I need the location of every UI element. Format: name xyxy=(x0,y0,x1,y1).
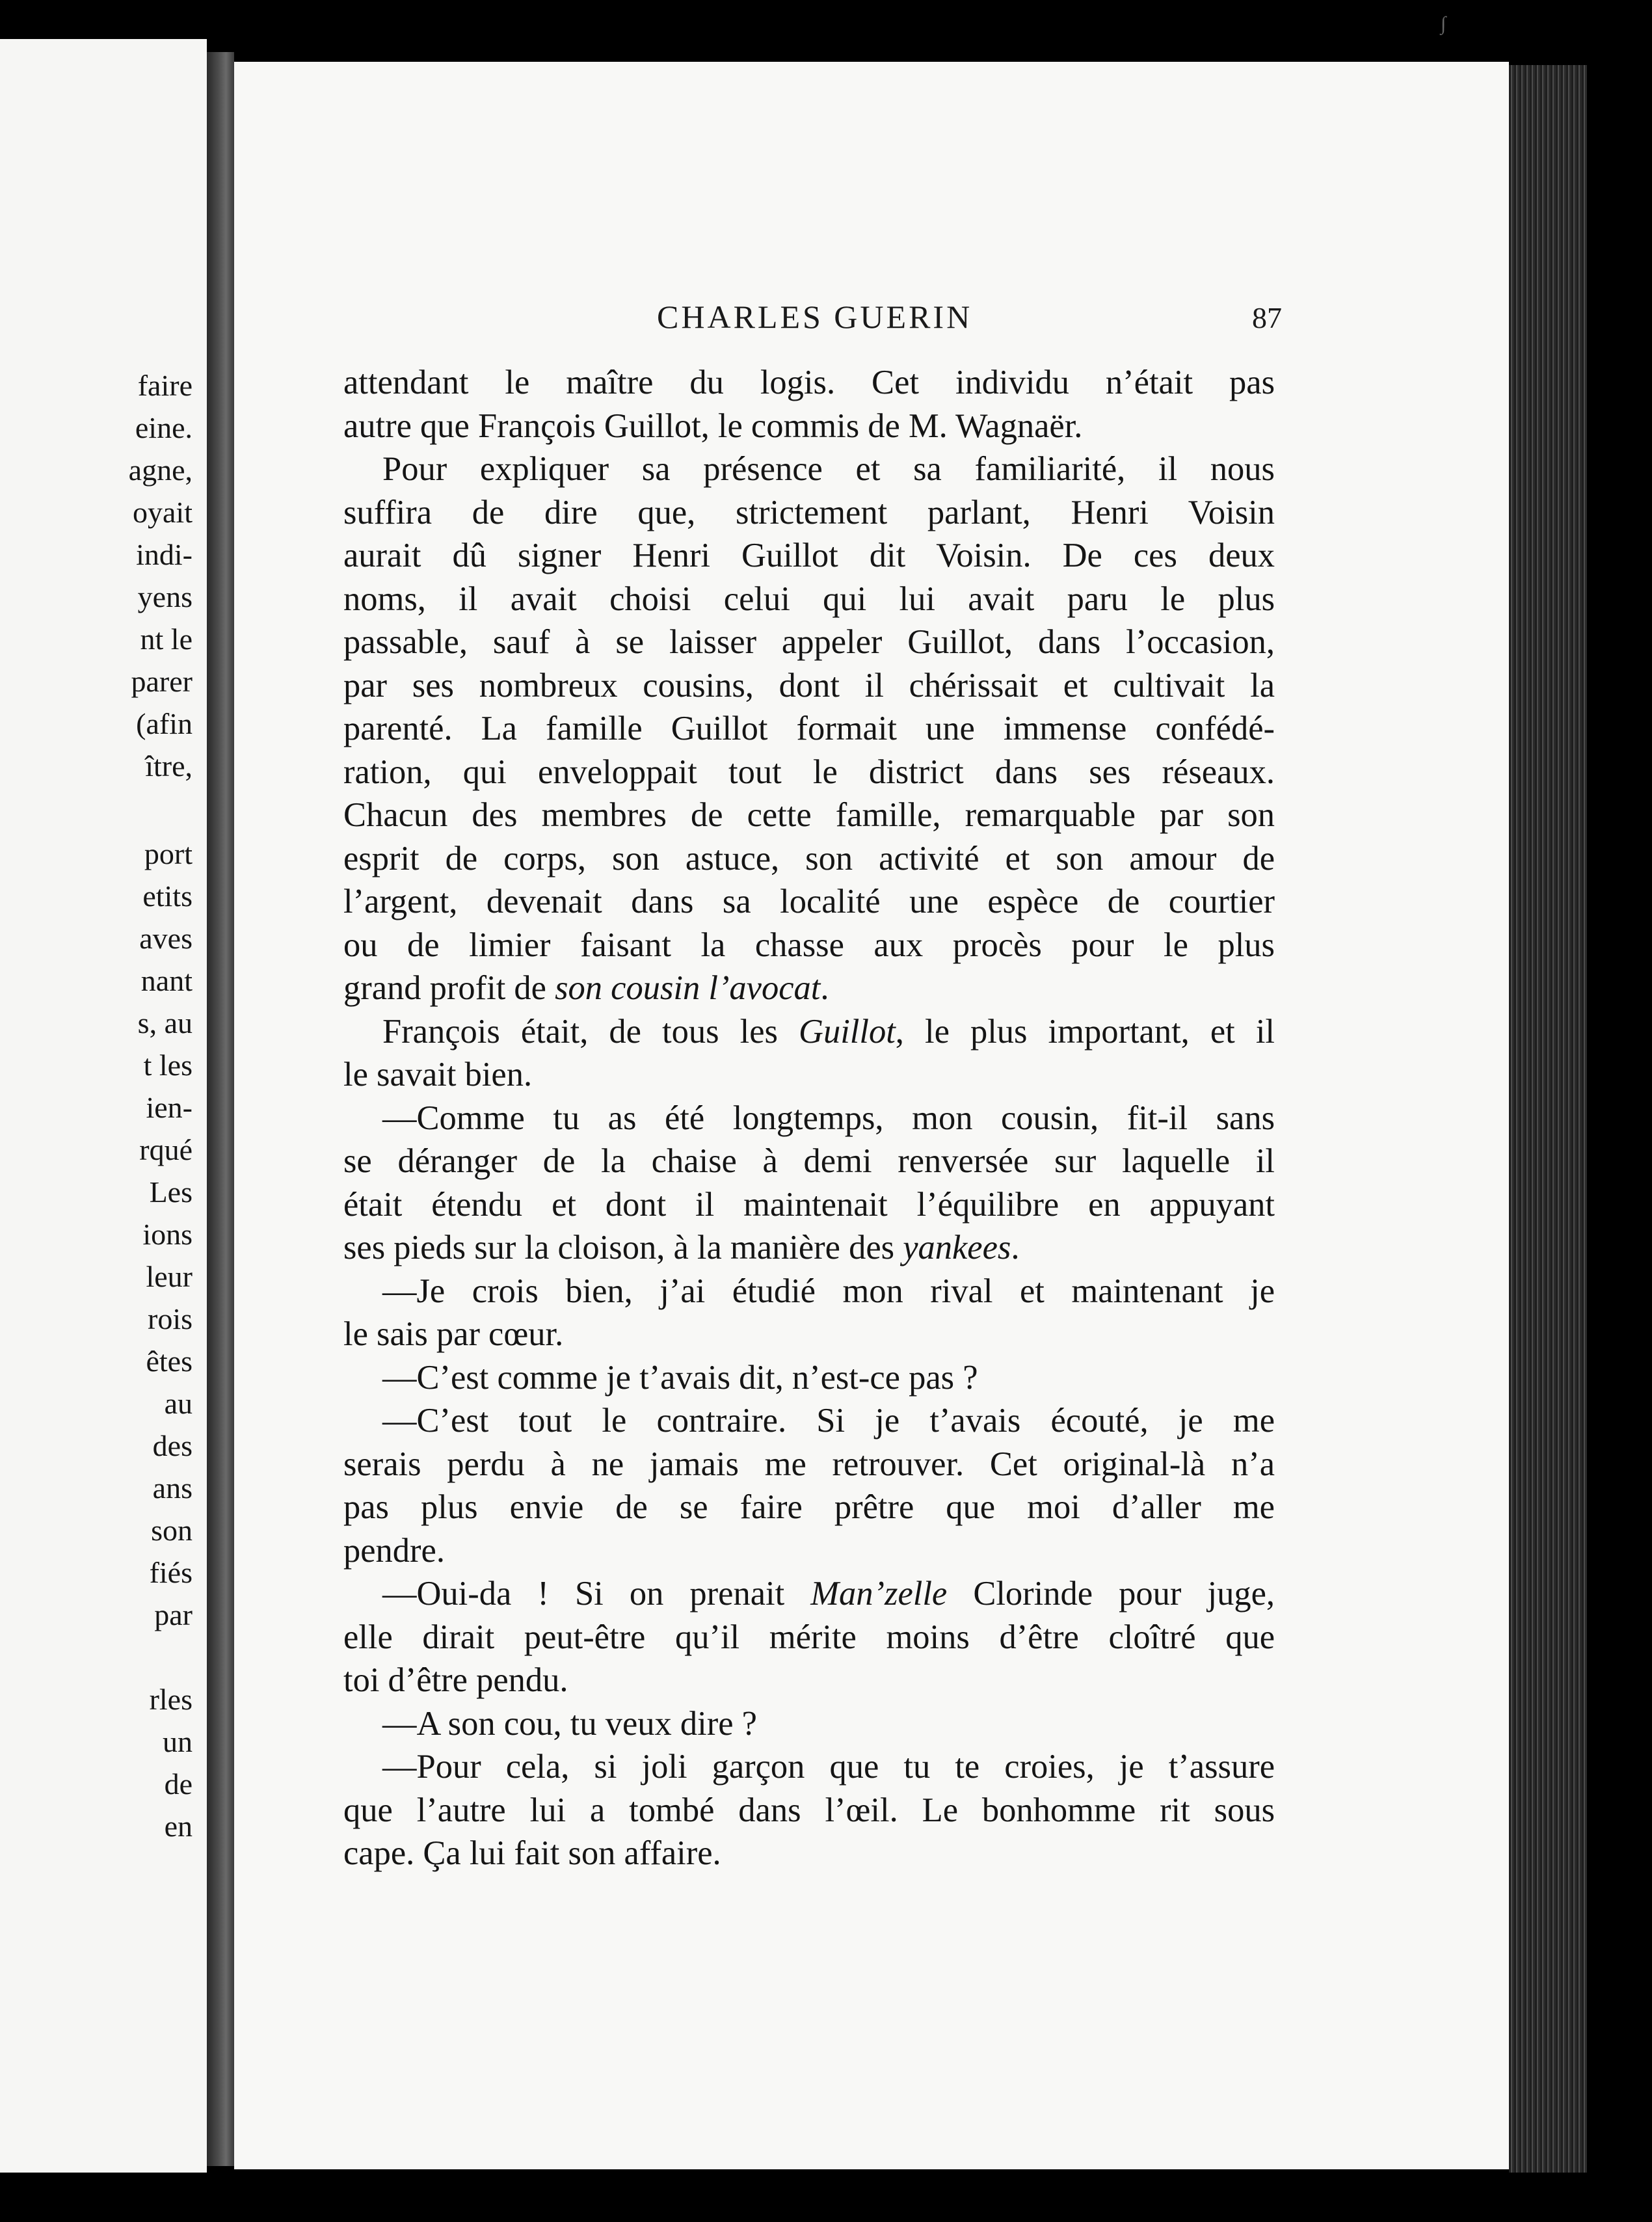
left-page-line-fragment: faire xyxy=(137,369,193,402)
text-line xyxy=(343,621,1275,664)
text-line-roman: —Pour cela, si joli garçon que tu te croies, je t’assure xyxy=(382,1748,1275,1786)
text-line xyxy=(343,1529,1275,1573)
left-page-line-fragment: yens xyxy=(137,580,193,613)
text-line xyxy=(343,448,1275,491)
text-line xyxy=(343,1053,1275,1097)
text-line-roman: aurait dû signer Henri Guillot dit Voisin. De ces deux xyxy=(343,537,1275,574)
running-head: CHARLES GUERIN xyxy=(657,299,973,335)
text-line-roman: ou de limier faisant la chasse aux procès pour le plus xyxy=(343,926,1275,964)
text-line-roman: attendant le maître du logis. Cet individu n’était pas xyxy=(343,364,1275,401)
text-line-roman: —C’est tout le contraire. Si je t’avais écouté, je me xyxy=(382,1402,1275,1439)
left-page-line-fragment: nt le xyxy=(140,622,193,656)
left-page-line-fragment: s, au xyxy=(137,1006,193,1039)
left-page-line-fragment: ans xyxy=(152,1471,193,1505)
left-page-line-fragment: oyait xyxy=(133,496,193,529)
left-page-line-fragment: au xyxy=(164,1387,193,1420)
book-gutter xyxy=(207,52,234,2166)
text-line xyxy=(343,1140,1275,1183)
text-line-roman: —Je crois bien, j’ai étudié mon rival et maintenant je xyxy=(382,1272,1275,1310)
left-page-line-fragment: des xyxy=(152,1429,193,1462)
left-page-line-fragment: (afin xyxy=(136,707,193,740)
left-page-line-fragment: son xyxy=(151,1514,193,1547)
text-line-roman: passable, sauf à se laisser appeler Guillot, dans l’occasion, xyxy=(343,623,1275,661)
text-line xyxy=(343,1183,1275,1227)
text-line-roman: le sais par cœur. xyxy=(343,1315,564,1353)
left-page-line-fragment: indi- xyxy=(136,538,193,571)
text-line xyxy=(343,1486,1275,1529)
text-line-roman: esprit de corps, son astuce, son activité et son amour de xyxy=(343,839,1275,877)
text-line-roman: parenté. La famille Guillot formait une immense confédé- xyxy=(343,710,1275,747)
text-line-roman-after: . xyxy=(1011,1229,1020,1266)
text-line-roman: grand profit de xyxy=(343,969,555,1007)
text-line xyxy=(343,794,1275,837)
text-line xyxy=(343,664,1275,708)
text-line xyxy=(343,1226,1275,1270)
text-line xyxy=(343,967,1275,1010)
text-line xyxy=(343,751,1275,794)
text-line-italic: yankees xyxy=(903,1229,1011,1266)
text-line xyxy=(343,1572,1275,1616)
left-page-line-fragment: Les xyxy=(149,1175,193,1209)
text-line-italic: son cousin l’avocat xyxy=(555,969,821,1007)
text-line-roman: cape. Ça lui fait son affaire. xyxy=(343,1834,721,1872)
text-line xyxy=(343,837,1275,881)
text-line xyxy=(343,1313,1275,1356)
text-line-roman: était étendu et dont il maintenait l’équilibre en appuyant xyxy=(343,1185,1275,1224)
text-line-roman: Chacun des membres de cette famille, remarquable par son xyxy=(343,796,1275,834)
text-line xyxy=(343,1616,1275,1659)
text-line xyxy=(343,1010,1275,1054)
text-line-roman-after: . xyxy=(820,969,829,1007)
left-page-line-fragment: ître, xyxy=(145,749,193,783)
text-line-roman-after: , le plus important, et il xyxy=(895,1012,1275,1051)
text-line-roman: toi d’être pendu. xyxy=(343,1661,568,1699)
text-line xyxy=(343,1399,1275,1443)
left-page-line-fragment: ien- xyxy=(146,1091,193,1124)
left-page-line-fragment: êtes xyxy=(146,1345,193,1378)
text-line xyxy=(343,924,1275,967)
text-line-roman: suffira de dire que, strictement parlant, Henri Voisin xyxy=(343,493,1275,531)
left-page-line-fragment: fiés xyxy=(149,1556,193,1589)
text-line xyxy=(343,1789,1275,1832)
text-line-roman: —Oui-da ! Si on prenait xyxy=(382,1575,811,1613)
text-line-roman: que l’autre lui a tombé dans l’œil. Le bonhomme rit sous xyxy=(343,1791,1275,1829)
left-page-line-fragment: nant xyxy=(140,964,193,997)
text-line-roman: elle dirait peut-être qu’il mérite moins d’être cloîtré que xyxy=(343,1618,1275,1656)
text-line-roman: autre que François Guillot, le commis de M. Wagnaër. xyxy=(343,407,1083,445)
left-page-line-fragment: eine. xyxy=(135,411,193,444)
left-page-line-fragment: port xyxy=(144,837,193,870)
text-line-roman: Pour expliquer sa présence et sa familiarité, il nous xyxy=(382,450,1275,488)
text-line-roman: —A son cou, tu veux dire ? xyxy=(382,1704,757,1743)
text-line xyxy=(343,1097,1275,1140)
text-line-roman-after: Clorinde pour juge, xyxy=(947,1575,1275,1613)
text-line-roman: François était, de tous les xyxy=(382,1012,799,1051)
text-line xyxy=(343,880,1275,924)
left-page-line-fragment: de xyxy=(164,1767,193,1800)
text-line xyxy=(343,491,1275,535)
page-fore-edge xyxy=(1509,65,1587,2173)
text-line-roman: se déranger de la chaise à demi renversée sur laquelle il xyxy=(343,1142,1275,1180)
left-page-line-fragment: en xyxy=(164,1810,193,1843)
text-line-roman: par ses nombreux cousins, dont il chérissait et cultivait la xyxy=(343,666,1275,704)
text-line-roman: le savait bien. xyxy=(343,1056,533,1093)
left-page-line-fragment: rles xyxy=(149,1683,193,1716)
text-line-roman: —C’est comme je t’avais dit, n’est-ce pas ? xyxy=(382,1358,978,1397)
left-page-line-fragment: aves xyxy=(139,922,193,955)
left-page-line-fragment: t les xyxy=(143,1049,193,1082)
left-page-line-fragment: parer xyxy=(131,665,193,698)
text-line-roman: noms, il avait choisi celui qui lui avait paru le plus xyxy=(343,580,1275,618)
left-facing-page xyxy=(0,39,207,2173)
text-line-roman: pas plus envie de se faire prêtre que moi d’aller me xyxy=(343,1488,1275,1526)
left-page-line-fragment: un xyxy=(163,1725,193,1758)
text-line xyxy=(343,1270,1275,1313)
left-page-line-fragment: rois xyxy=(148,1302,193,1335)
left-page-line-fragment: etits xyxy=(142,879,193,913)
page-number: 87 xyxy=(1252,301,1282,334)
text-line xyxy=(343,1702,1275,1746)
text-line xyxy=(343,578,1275,621)
body-text xyxy=(343,361,1275,1875)
text-line-roman: —Comme tu as été longtemps, mon cousin, fit-il sans xyxy=(382,1099,1275,1137)
text-line-roman: pendre. xyxy=(343,1531,445,1570)
text-line xyxy=(343,707,1275,751)
text-line xyxy=(343,1745,1275,1789)
text-line xyxy=(343,1356,1275,1400)
text-line xyxy=(343,1659,1275,1702)
left-page-line-fragment: agne, xyxy=(128,453,193,487)
left-page-line-fragment: ions xyxy=(142,1218,193,1251)
left-page-line-fragment: leur xyxy=(146,1260,193,1293)
text-line-roman: ses pieds sur la cloison, à la manière des xyxy=(343,1229,903,1266)
scan-mark: ∫ xyxy=(1441,13,1446,34)
text-line-roman: l’argent, devenait dans sa localité une espèce de courtier xyxy=(343,883,1275,920)
text-line xyxy=(343,1443,1275,1486)
left-page-line-fragment: par xyxy=(154,1598,193,1631)
text-line xyxy=(343,405,1275,448)
text-line-italic: Guillot xyxy=(799,1012,896,1051)
left-page-line-fragment: rqué xyxy=(139,1133,193,1166)
text-line-roman: ration, qui enveloppait tout le district dans ses réseaux. xyxy=(343,753,1275,791)
text-line-italic: Man’zelle xyxy=(810,1575,948,1613)
text-line xyxy=(343,534,1275,578)
text-line-roman: serais perdu à ne jamais me retrouver. Cet original-là n’a xyxy=(343,1445,1275,1483)
text-line xyxy=(343,1832,1275,1875)
text-line xyxy=(343,361,1275,405)
